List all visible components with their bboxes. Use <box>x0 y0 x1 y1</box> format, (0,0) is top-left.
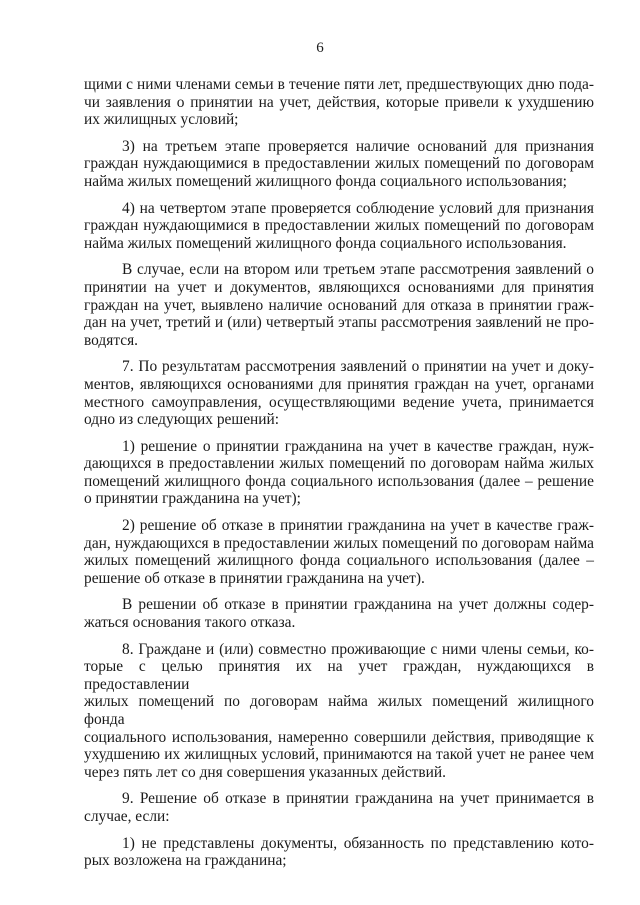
text-line: 2) решение об отказе в принятии гражданина на учет в качестве граж- <box>122 517 594 535</box>
text-line: чи заявления о принятии на учет, действия, которые привели к ухудшению <box>84 93 594 111</box>
text-line: граждан нуждающимися в предоставлении жилых помещений по договорам <box>84 217 594 235</box>
paragraph-stage-exception <box>84 261 594 349</box>
text-line: щими с ними членами семьи в течение пяти лет, предшествующих дню пода- <box>84 76 594 93</box>
text-line: рых возложена на гражданина; <box>84 852 287 870</box>
paragraph-item-9 <box>84 790 594 825</box>
text-line: их жилищных условий; <box>84 111 239 129</box>
text-line: найма жилых помещений жилищного фонда социального использования; <box>84 172 567 190</box>
paragraph-item-7 <box>84 358 594 428</box>
text-line: через пять лет со дня совершения указанных действий. <box>84 763 446 781</box>
text-line: 7. По результатам рассмотрения заявлений о принятии на учет и доку- <box>122 358 594 376</box>
text-line: ментов, являющихся основаниями для принятия граждан на учет, органами <box>84 375 594 393</box>
paragraph-stage-3 <box>84 138 594 191</box>
paragraph-item-8 <box>84 641 594 782</box>
text-line: одно из следующих решений: <box>84 411 280 429</box>
text-line: принятии на учет и документов, являющихся основаниями для принятия <box>84 278 594 296</box>
text-line: случае, если: <box>84 807 170 825</box>
document-body <box>84 76 594 870</box>
text-line: граждан на учет, выявлено наличие оснований для отказа в принятии граж- <box>84 296 594 314</box>
text-line: В решении об отказе в принятии гражданина на учет должны содер- <box>122 596 594 614</box>
text-line: 1) решение о принятии гражданина на учет в качестве граждан, нуж- <box>122 437 594 455</box>
text-line: местного самоуправления, осуществляющими ведение учета, принимается <box>84 393 594 411</box>
paragraph-refusal-grounds <box>84 596 594 631</box>
text-line: о принятии гражданина на учет); <box>84 490 301 508</box>
text-line: 1) не представлены документы, обязанность по представлению кото- <box>122 834 594 852</box>
page-number: 6 <box>316 40 324 56</box>
text-line: 4) на четвертом этапе проверяется соблюдение условий для признания <box>122 199 594 217</box>
text-line: жаться основания такого отказа. <box>84 614 296 632</box>
text-line: 8. Граждане и (или) совместно проживающие с ними члены семьи, ко- <box>122 640 594 658</box>
text-line: дан, нуждающихся в предоставлении жилых помещений по договорам найма <box>84 534 594 552</box>
text-line: В случае, если на втором или третьем этапе рассмотрения заявлений о <box>122 261 594 279</box>
text-line: 3) на третьем этапе проверяется наличие оснований для признания <box>122 137 594 155</box>
text-line: водятся. <box>84 331 138 349</box>
paragraph-item-9-1 <box>84 835 594 870</box>
text-line: решение об отказе в принятии гражданина на учет). <box>84 569 425 587</box>
text-line: жилых помещений жилищного фонда социального использования (далее – <box>84 552 594 570</box>
text-line: ухудшению их жилищных условий, принимаются на такой учет не ранее чем <box>84 746 594 764</box>
paragraph-continuation <box>84 76 594 129</box>
text-line: дающихся в предоставлении жилых помещений по договорам найма жилых <box>84 455 594 473</box>
paragraph-decision-refuse <box>84 517 594 587</box>
text-line: дан на учет, третий и (или) четвертый этапы рассмотрения заявлений не про- <box>84 314 594 332</box>
text-line: граждан нуждающимися в предоставлении жилых помещений по договорам <box>84 155 594 173</box>
text-line: жилых помещений по договорам найма жилых помещений жилищного фонда <box>84 693 594 728</box>
text-line: найма жилых помещений жилищного фонда социального использования. <box>84 234 567 252</box>
paragraph-decision-accept <box>84 438 594 508</box>
text-line: 9. Решение об отказе в принятии гражданина на учет принимается в <box>122 790 594 808</box>
text-line: помещений жилищного фонда социального использования (далее – решение <box>84 472 594 490</box>
paragraph-stage-4 <box>84 200 594 253</box>
text-line: социального использования, намеренно совершили действия, приводящие к <box>84 728 594 746</box>
text-line: торые с целью принятия их на учет граждан, нуждающихся в предоставлении <box>84 658 594 693</box>
